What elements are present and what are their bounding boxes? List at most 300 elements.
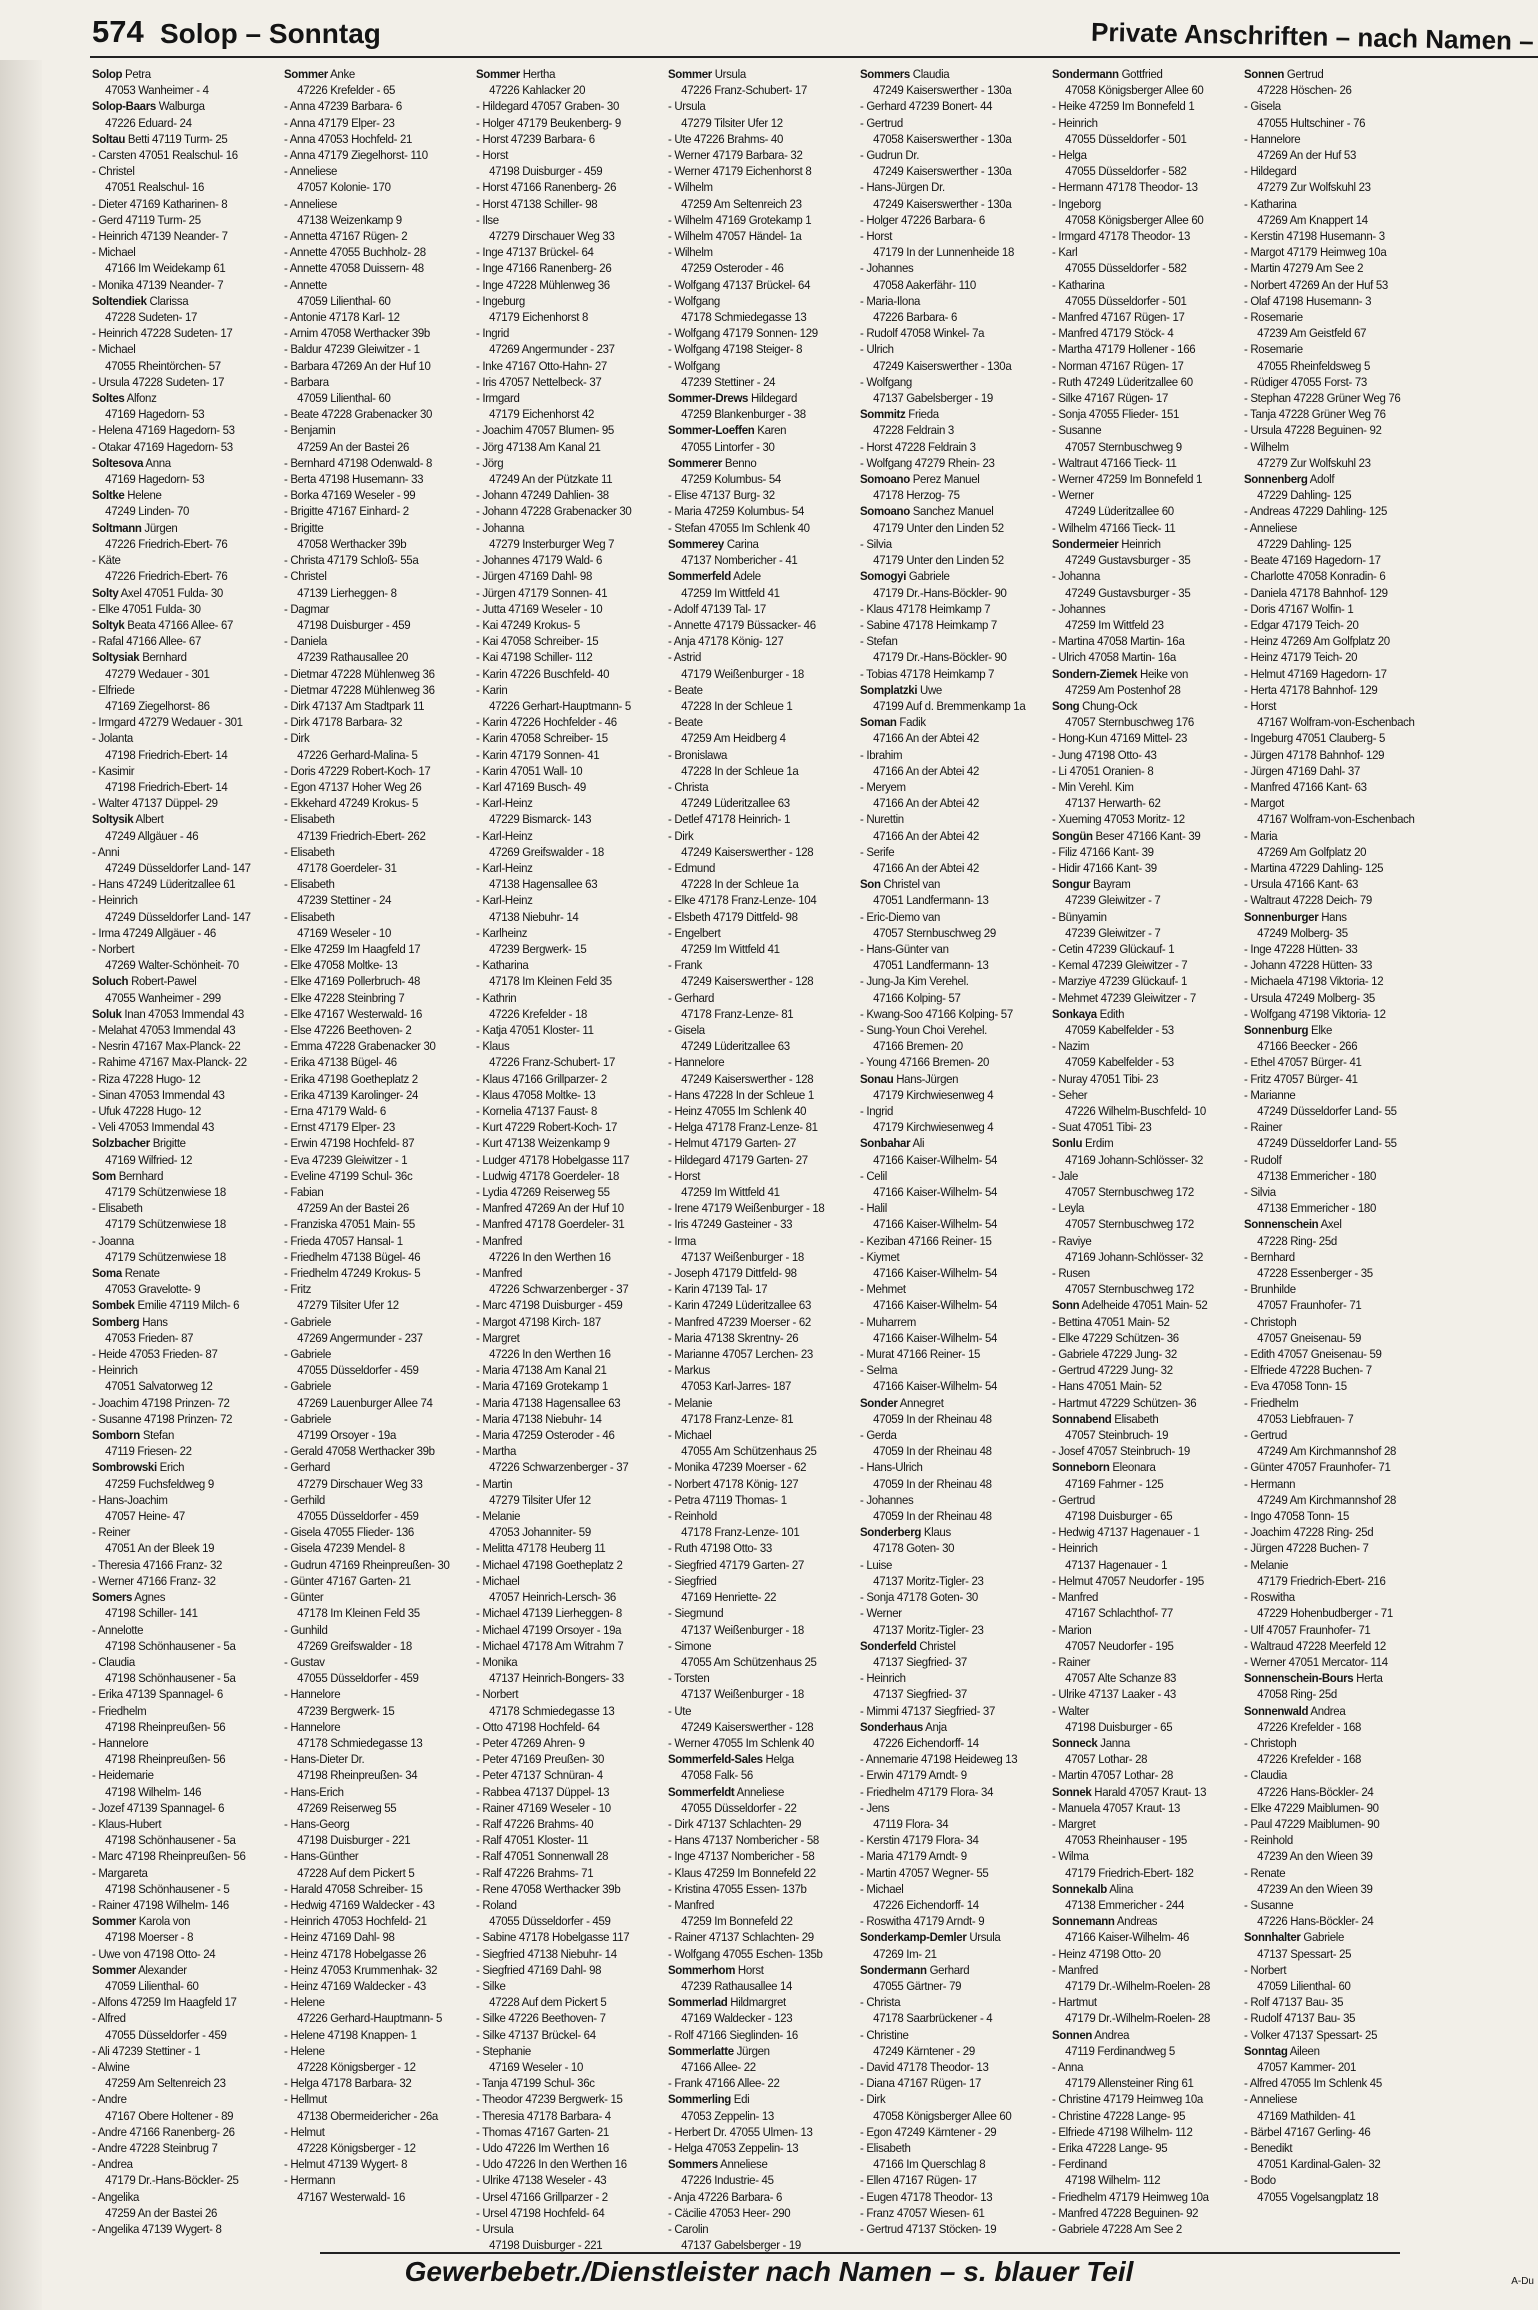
listing-entry: - Xueming 47053 Moritz- 12 <box>1052 812 1185 827</box>
listing-address-line: 47051 Realschul- 16 <box>105 180 205 195</box>
listing-entry: - Horst 47138 Schiller- 98 <box>476 196 598 211</box>
listing-entry: - Leyla <box>1052 1201 1085 1216</box>
listing-entry: - Karl <box>1052 245 1078 260</box>
listing-address-line: 47249 Lüderitzallee 63 <box>681 796 790 811</box>
listing-entry: - Manfred <box>1052 1962 1099 1977</box>
listing-entry: - Anja 47226 Barbara- 6 <box>668 2189 783 2204</box>
listing-entry: - Sonja 47178 Goten- 30 <box>860 1590 978 1605</box>
listing-entry: - Heinrich 47139 Neander- 7 <box>92 229 228 244</box>
listing-entry: - Jürgen 47178 Bahnhof- 129 <box>1244 747 1385 762</box>
listing-address-line: 47178 Franz-Lenze- 101 <box>681 1525 800 1540</box>
listing-entry: - Siegfried <box>668 1573 717 1588</box>
listing-entry: - Tanja 47228 Grüner Weg 76 <box>1244 407 1386 422</box>
listing-entry: - Dagmar <box>284 601 330 616</box>
listing-address-line: 47228 In der Schleue 1a <box>681 877 799 892</box>
listing-entry: - Manfred <box>476 1233 523 1248</box>
listing-address-line: 47226 Eichendorff- 14 <box>873 1735 979 1750</box>
listing-surname-entry: Sommers Anneliese <box>668 2157 768 2172</box>
listing-entry: - Christel <box>284 569 327 584</box>
listing-address-line: 47226 Friedrich-Ebert- 76 <box>105 569 228 584</box>
listing-entry: - Michael <box>92 245 136 260</box>
listing-address-line: 47055 Rheinfeldsweg 5 <box>1257 358 1371 373</box>
listing-entry: - Friedhelm 47138 Bügel- 46 <box>284 1249 421 1264</box>
listing-entry: - Helga 47178 Barbara- 32 <box>284 2076 412 2091</box>
listing-address-line: 47226 Gerhard-Hauptmann- 5 <box>297 2011 443 2026</box>
listing-entry: - Manuela 47057 Kraut- 13 <box>1052 1800 1181 1815</box>
listing-address-line: 47059 Lilienthal- 60 <box>105 1978 199 1993</box>
listing-entry: - Frank 47166 Allee- 22 <box>668 2076 780 2091</box>
listing-entry: - Eva 47239 Gleiwitzer - 1 <box>284 1152 408 1167</box>
listing-entry: - Eugen 47178 Theodor- 13 <box>860 2189 993 2204</box>
listing-surname-entry: Somogyi Gabriele <box>860 569 950 584</box>
listing-entry: - Brigitte 47167 Einhard- 2 <box>284 504 409 519</box>
listing-surname-entry: Sonnekalb Alina <box>1052 1881 1134 1896</box>
listing-entry: - Ralf 47051 Sonnenwall 28 <box>476 1849 609 1864</box>
listing-entry: - Wilhelm <box>668 245 713 260</box>
listing-entry: - Ferdinand <box>1052 2157 1107 2172</box>
listing-address-line: 47226 Krefelder - 168 <box>1257 1719 1362 1734</box>
listing-entry: - Bernhard <box>1244 1249 1295 1264</box>
listing-address-line: 47138 Niebuhr- 14 <box>489 909 579 924</box>
listing-entry: - Hans 47051 Main- 52 <box>1052 1379 1162 1394</box>
listing-surname-entry: Sonderkamp-Demler Ursula <box>860 1930 1001 1945</box>
listing-entry: - Dieter 47169 Katharinen- 8 <box>92 196 228 211</box>
listing-address-line: 47057 Steinbruch- 19 <box>1065 1428 1169 1443</box>
listing-entry: - Gertrud <box>1052 1492 1095 1507</box>
listing-entry: - Diana 47167 Rügen- 17 <box>860 2076 982 2091</box>
listing-entry: - Ralf 47226 Brahms- 71 <box>476 1865 594 1880</box>
listing-address-line: 47228 Auf dem Pickert 5 <box>489 1995 607 2010</box>
listing-entry: - Ursel 47166 Grillparzer - 2 <box>476 2189 608 2204</box>
listing-entry: - Elke 47229 Maiblumen- 90 <box>1244 1800 1379 1815</box>
listing-entry: - Horst <box>1244 698 1277 713</box>
listing-entry: - Markus <box>668 1363 710 1378</box>
listing-entry: - Erika 47138 Bügel- 46 <box>284 1055 397 1070</box>
listing-surname-entry: Sonnenschein-Bours Herta <box>1244 1671 1383 1686</box>
listing-address-line: 47139 Friedrich-Ebert- 262 <box>297 828 426 843</box>
listing-entry: - Werner 47055 Im Schlenk 40 <box>668 1735 814 1750</box>
listing-entry: - Sabine 47178 Heimkamp 7 <box>860 617 997 632</box>
listing-address-line: 47228 Königsberger - 12 <box>297 2059 416 2074</box>
listing-entry: - Kathrin <box>476 990 517 1005</box>
listing-entry: - Friedhelm 47179 Heimweg 10a <box>1052 2189 1209 2204</box>
listing-address-line: 47226 In den Werthen 16 <box>489 1347 611 1362</box>
listing-address-line: 47239 An den Wieen 39 <box>1257 1881 1373 1896</box>
listing-address-line: 47055 Düsseldorfer - 501 <box>1065 131 1187 146</box>
listing-surname-entry: Sommer Karola von <box>92 1914 191 1929</box>
listing-entry: - Elisabeth <box>284 909 335 924</box>
listing-entry: - Holger 47179 Beukenberg- 9 <box>476 115 621 130</box>
listing-address-line: 47166 An der Abtei 42 <box>873 796 980 811</box>
listing-entry: - Anja 47178 König- 127 <box>668 634 784 649</box>
listing-address-line: 47053 Rheinhauser - 195 <box>1065 1833 1187 1848</box>
listing-entry: - Udo 47226 In den Werthen 16 <box>476 2157 627 2172</box>
listing-address-line: 47179 Friedrich-Ebert- 182 <box>1065 1865 1194 1880</box>
listing-surname-entry: Soluch Robert-Pawel <box>92 974 197 989</box>
listing-address-line: 47057 Heinrich-Lersch- 36 <box>489 1590 616 1605</box>
listing-entry: - Marianne <box>1244 1087 1296 1102</box>
listing-address-line: 47057 Neudorfer - 195 <box>1065 1638 1174 1653</box>
listing-entry: - Heinz 47198 Otto- 20 <box>1052 1946 1161 1961</box>
listing-address-line: 47167 Wolfram-von-Eschenbach <box>1257 812 1415 827</box>
listing-address-line: 47057 Sternbuschweg 9 <box>1065 439 1182 454</box>
listing-entry: - Waltraut 47166 Tieck- 11 <box>1052 455 1177 470</box>
listing-address-line: 47239 Rathausallee 14 <box>681 1978 793 1993</box>
section-title: Private Anschriften – nach Namen – <box>1091 16 1535 56</box>
listing-entry: - Jürgen 47169 Dahl- 98 <box>476 569 592 584</box>
listing-entry: - Egon 47137 Hoher Weg 26 <box>284 779 422 794</box>
listing-entry: - Christine <box>860 2027 909 2042</box>
listing-entry: - Annetta 47167 Rügen- 2 <box>284 229 408 244</box>
listing-entry: - Annette 47055 Buchholz- 28 <box>284 245 426 260</box>
listing-entry: - Marc 47198 Duisburger - 459 <box>476 1298 623 1313</box>
listing-address-line: 47166 Im Querschlag 8 <box>873 2157 986 2172</box>
listing-entry: - Michael 47198 Goetheplatz 2 <box>476 1557 623 1572</box>
listing-entry: - Waltraud 47228 Meerfeld 12 <box>1244 1638 1386 1653</box>
listing-address-line: 47169 Hagedorn- 53 <box>105 407 205 422</box>
listing-address-line: 47058 Königsberger Allee 60 <box>1065 83 1204 98</box>
listing-address-line: 47057 Sternbuschweg 172 <box>1065 1185 1194 1200</box>
listing-address-line: 47137 Hagenauer - 1 <box>1065 1557 1168 1572</box>
listing-surname-entry: Sondern-Ziemek Heike von <box>1052 666 1189 681</box>
listing-address-line: 47179 Dr.-Hans-Böckler- 25 <box>105 2173 239 2188</box>
listing-entry: - Jutta 47169 Weseler - 10 <box>476 601 603 616</box>
listing-surname-entry: Sombrowski Erich <box>92 1460 185 1475</box>
listing-surname-entry: Sommerfeldt Anneliese <box>668 1784 785 1799</box>
listing-entry: - Inke 47167 Otto-Hahn- 27 <box>476 358 607 373</box>
listing-entry: - Heinz 47169 Waldecker - 43 <box>284 1978 426 1993</box>
listing-entry: - Gustav <box>284 1654 325 1669</box>
listing-address-line: 47055 Rheintörchen- 57 <box>105 358 221 373</box>
listing-entry: - Ludwig 47178 Goerdeler- 18 <box>476 1168 619 1183</box>
listing-entry: - Melanie <box>476 1509 521 1524</box>
listing-entry: - Hans-Erich <box>284 1784 344 1799</box>
listing-entry: - Heinrich <box>92 893 138 908</box>
listing-address-line: 47051 Landfermann- 13 <box>873 893 989 908</box>
listing-entry: - Johann 47228 Grabenacker 30 <box>476 504 632 519</box>
listing-entry: - Rabbea 47137 Düppel- 13 <box>476 1784 610 1799</box>
listing-entry: - Karl 47169 Busch- 49 <box>476 779 586 794</box>
listing-address-line: 47198 Duisburger - 459 <box>489 164 603 179</box>
listing-entry: - Michael <box>476 1573 520 1588</box>
listing-address-line: 47279 Insterburger Weg 7 <box>489 536 615 551</box>
listing-surname-entry: Sonlu Erdim <box>1052 1136 1114 1151</box>
page-header <box>0 0 1538 64</box>
listing-entry: - Iris 47249 Gasteiner - 33 <box>668 1217 793 1232</box>
listing-address-line: 47169 Ziegelhorst- 86 <box>105 698 210 713</box>
listing-entry: - Simone <box>668 1638 712 1653</box>
listing-entry: - Iris 47057 Nettelbeck- 37 <box>476 374 602 389</box>
listing-address-line: 47269 Greifswalder - 18 <box>489 844 604 859</box>
listing-entry: - Kerstin 47198 Husemann- 3 <box>1244 229 1385 244</box>
listing-surname-entry: Sombek Emilie 47119 Milch- 6 <box>92 1298 240 1313</box>
listing-entry: - Erika 47228 Lange- 95 <box>1052 2141 1168 2155</box>
listing-address-line: 47226 Hans-Böckler- 24 <box>1257 1914 1374 1929</box>
listing-entry: - Heinz 47178 Hobelgasse 26 <box>284 1946 427 1961</box>
listing-entry: - Ali 47239 Stettiner - 1 <box>92 2043 201 2058</box>
listing-entry: - Rudolf 47058 Winkel- 7a <box>860 326 985 341</box>
listing-address-line: 47055 Düsseldorfer - 501 <box>1065 293 1187 308</box>
listing-entry: - Nesrin 47167 Max-Planck- 22 <box>92 1039 241 1054</box>
listing-entry: - Michaela 47198 Viktoria- 12 <box>1244 974 1384 989</box>
listing-surname-entry: Sonderfeld Christel <box>860 1638 956 1653</box>
listing-column-5 <box>860 66 1046 2240</box>
listing-entry: - Gerhard 47239 Bonert- 44 <box>860 99 993 114</box>
listing-address-line: 47269 Am Knappert 14 <box>1257 212 1368 227</box>
listing-entry: - Ulf 47057 Fraunhofer- 71 <box>1244 1622 1371 1637</box>
listing-surname-entry: Sonnenwald Andrea <box>1244 1703 1346 1718</box>
listing-address-line: 47279 Tilsiter Ufer 12 <box>489 1492 591 1507</box>
listing-entry: - Joseph 47179 Dittfeld- 98 <box>668 1266 797 1281</box>
listing-entry: - Christoph <box>1244 1314 1297 1329</box>
listing-entry: - Hannelore <box>1244 131 1301 146</box>
listing-entry: - Ulrike 47137 Laaker - 43 <box>1052 1687 1176 1702</box>
listing-entry: - Gudrun Dr. <box>860 148 920 163</box>
listing-address-line: 47249 Allgäuer - 46 <box>105 828 199 843</box>
listing-entry: - Emma 47228 Grabenacker 30 <box>284 1039 436 1054</box>
listing-address-line: 47059 In der Rheinau 48 <box>873 1411 992 1426</box>
listing-address-line: 47059 In der Rheinau 48 <box>873 1444 992 1459</box>
listing-entry: - Wolfgang 47137 Brückel- 64 <box>668 277 811 292</box>
listing-entry: - Ruth 47198 Otto- 33 <box>668 1541 772 1556</box>
listing-address-line: 47053 Frieden- 87 <box>105 1330 194 1345</box>
listing-address-line: 47259 Am Heidberg 4 <box>681 731 786 746</box>
listing-entry: - Jörg 47138 Am Kanal 21 <box>476 439 601 454</box>
listing-address-line: 47198 Friedrich-Ebert- 14 <box>105 747 228 762</box>
listing-address-line: 47239 Stettiner - 24 <box>681 374 776 389</box>
listing-address-line: 47138 Obermeidericher - 26a <box>297 2108 438 2123</box>
listing-entry: - Franziska 47051 Main- 55 <box>284 1217 415 1232</box>
listing-address-line: 47198 Rheinpreußen- 56 <box>105 1752 226 1767</box>
listing-entry: - Antonie 47178 Karl- 12 <box>284 310 400 325</box>
listing-entry: - Fabian <box>284 1185 324 1200</box>
listing-entry: - Bünyamin <box>1052 909 1107 924</box>
listing-entry: - Jürgen 47169 Dahl- 37 <box>1244 763 1360 778</box>
listing-entry: - Hans-Ulrich <box>860 1460 923 1475</box>
listing-address-line: 47059 Lilienthal- 60 <box>297 293 391 308</box>
listing-entry: - Rüdiger 47055 Forst- 73 <box>1244 374 1367 389</box>
listing-entry: - Karlheinz <box>476 925 528 940</box>
listing-address-line: 47249 Kaiserswerther - 130a <box>873 164 1012 179</box>
listing-entry: - Hildegard 47179 Garten- 27 <box>668 1152 808 1167</box>
listing-entry: - Marc 47198 Rheinpreußen- 56 <box>92 1849 246 1864</box>
listing-surname-entry: Sommerlatte Jürgen <box>668 2043 770 2058</box>
listing-address-line: 47269 Angermunder - 237 <box>297 1330 423 1345</box>
listing-entry: - Gerald 47058 Werthacker 39b <box>284 1444 435 1459</box>
listing-address-line: 47198 Wilhelm- 112 <box>1065 2173 1161 2188</box>
listing-address-line: 47279 Zur Wolfskuhl 23 <box>1257 180 1371 195</box>
listing-entry: - Riza 47228 Hugo- 12 <box>92 1071 201 1086</box>
listing-entry: - Erika 47139 Spannagel- 6 <box>92 1687 223 1702</box>
listing-address-line: 47249 An der Pützkate 11 <box>489 472 613 487</box>
listing-entry: - Ursula <box>668 99 706 114</box>
listing-entry: - Heinz 47053 Krummenhak- 32 <box>284 1962 438 1977</box>
listing-address-line: 47269 Reiserweg 55 <box>297 1800 397 1815</box>
listing-address-line: 47059 Lilienthal- 60 <box>297 391 391 406</box>
listing-address-line: 47167 Schlachthof- 77 <box>1065 1606 1173 1621</box>
listing-entry: - Johannes <box>860 1492 914 1507</box>
page-range-title: Solop – Sonntag <box>160 18 381 49</box>
listing-entry: - Hedwig 47137 Hagenauer - 1 <box>1052 1525 1200 1540</box>
listing-entry: - Kasimir <box>92 763 135 778</box>
listing-entry: - Maria-Ilona <box>860 293 921 308</box>
listing-entry: - Wolfgang 47179 Sonnen- 129 <box>668 326 818 341</box>
listing-address-line: 47198 Moerser - 8 <box>105 1930 194 1945</box>
listing-address-line: 47179 Dr.-Wilhelm-Roelen- 28 <box>1065 1978 1211 1993</box>
listing-entry: - Martin 47279 Am See 2 <box>1244 261 1364 276</box>
listing-entry: - Kristina 47055 Essen- 137b <box>668 1881 807 1896</box>
listing-entry: - Silke <box>476 1978 506 1993</box>
listing-entry: - Johannes <box>860 261 914 276</box>
listing-entry: - Carolin <box>668 2222 709 2237</box>
listing-surname-entry: Solzbacher Brigitte <box>92 1136 186 1151</box>
listing-address-line: 47198 Friedrich-Ebert- 14 <box>105 779 228 794</box>
listing-entry: - Gertrud 47137 Stöcken- 19 <box>860 2222 997 2237</box>
listing-address-line: 47055 Düsseldorfer - 582 <box>1065 164 1187 179</box>
listing-entry: - Maria 47259 Osteroder - 46 <box>476 1428 615 1443</box>
listing-entry: - Luise <box>860 1557 893 1572</box>
listing-entry: - Dirk 47178 Barbara- 32 <box>284 715 403 730</box>
listing-entry: - Irma <box>668 1233 696 1248</box>
listing-entry: - Katharina <box>1244 196 1297 211</box>
listing-entry: - Hannelore <box>668 1055 725 1070</box>
listing-entry: - Hannelore <box>284 1687 341 1702</box>
listing-surname-entry: Somplatzki Uwe <box>860 682 942 697</box>
listing-surname-entry: Sommer-Drews Hildegard <box>668 391 798 406</box>
listing-surname-entry: Sonn Adelheide 47051 Main- 52 <box>1052 1298 1208 1313</box>
listing-address-line: 47249 Am Kirchmannshof 28 <box>1257 1444 1397 1459</box>
listing-address-line: 47269 Im- 21 <box>873 1946 937 1961</box>
listing-entry: - Maria 47138 Niebuhr- 14 <box>476 1411 602 1426</box>
listing-entry: - Arnim 47058 Werthacker 39b <box>284 326 430 341</box>
header-rule <box>90 56 1538 58</box>
listing-entry: - Heinz 47169 Dahl- 98 <box>284 1930 395 1945</box>
listing-entry: - Joachim 47198 Prinzen- 72 <box>92 1395 230 1410</box>
listing-address-line: 47226 Friedrich-Ebert- 76 <box>105 536 228 551</box>
listing-address-line: 47138 Emmericher - 244 <box>1065 1897 1185 1912</box>
listing-entry: - Gerhard <box>284 1460 331 1475</box>
listing-entry: - Beate <box>668 715 703 730</box>
listing-column-4 <box>668 66 854 2253</box>
listing-entry: - Anneliese <box>284 164 338 179</box>
listing-entry: - Ursula 47228 Beguinen- 92 <box>1244 423 1382 438</box>
listing-address-line: 47166 Kaiser-Wilhelm- 46 <box>1065 1930 1190 1945</box>
listing-entry: - Silvia <box>1244 1185 1276 1200</box>
listing-surname-entry: Sommer Anke <box>284 67 355 81</box>
listing-entry: - Barbara 47269 An der Huf 10 <box>284 358 431 373</box>
listing-entry: - Günter 47167 Garten- 21 <box>284 1573 411 1588</box>
listing-address-line: 47137 Weißenburger - 18 <box>681 1249 804 1264</box>
listing-entry: - Anneliese <box>1244 520 1298 535</box>
listing-entry: - Engelbert <box>668 925 721 940</box>
listing-address-line: 47179 Dr.-Hans-Böckler- 90 <box>873 650 1007 665</box>
listing-entry: - Michael 47139 Lierheggen- 8 <box>476 1606 622 1621</box>
listing-entry: - Theodor 47239 Bergwerk- 15 <box>476 2092 623 2107</box>
listing-address-line: 47228 In der Schleue 1a <box>681 763 799 778</box>
listing-entry: - Horst 47166 Ranenberg- 26 <box>476 180 617 195</box>
listing-entry: - Eric-Diemo van <box>860 909 941 924</box>
listing-address-line: 47259 Blankenburger - 38 <box>681 407 806 422</box>
listing-entry: - Elke 47051 Fulda- 30 <box>92 601 201 616</box>
listing-entry: - Adolf 47139 Tal- 17 <box>668 601 766 616</box>
listing-address-line: 47058 Ring- 25d <box>1257 1687 1337 1702</box>
listing-address-line: 47259 An der Bastei 26 <box>297 1201 410 1216</box>
listing-entry: - Jung 47198 Otto- 43 <box>1052 747 1157 762</box>
listing-entry: - Celil <box>860 1168 887 1183</box>
listing-entry: - Hans-Günter van <box>860 941 949 956</box>
listing-entry: - Ingeburg <box>476 293 525 308</box>
listing-entry: - Andreas 47229 Dahling- 125 <box>1244 504 1388 519</box>
listing-entry: - Silke 47167 Rügen- 17 <box>1052 391 1168 406</box>
listing-address-line: 47055 Am Schützenhaus 25 <box>681 1654 817 1669</box>
listing-entry: - Elisabeth <box>92 1201 143 1216</box>
listing-address-line: 47058 Werthacker 39b <box>297 536 407 551</box>
listing-entry: - Helmut 47169 Hagedorn- 17 <box>1244 666 1387 681</box>
listing-entry: - Helena 47169 Hagedorn- 53 <box>92 423 235 438</box>
listing-address-line: 47166 An der Abtei 42 <box>873 828 980 843</box>
listing-entry: - Annelotte <box>92 1622 144 1637</box>
listing-entry: - Rosemarie <box>1244 342 1303 357</box>
listing-entry: - Walter <box>1052 1703 1090 1718</box>
listing-address-line: 47059 Kabelfelder - 53 <box>1065 1022 1174 1037</box>
listing-entry: - Helmut 47139 Wygert- 8 <box>284 2157 408 2172</box>
listing-entry: - Horst <box>860 229 893 244</box>
listing-entry: - Baldur 47239 Gleiwitzer - 1 <box>284 342 420 357</box>
listing-entry: - Ulrich <box>860 342 894 357</box>
listing-entry: - Anni <box>92 844 120 859</box>
listing-entry: - Hidir 47166 Kant- 39 <box>1052 860 1157 875</box>
listing-address-line: 47249 Molberg- 35 <box>1257 925 1348 940</box>
footer-note: Gewerbebetr./Dienstleister nach Namen – s. blauer Teil <box>404 2256 1134 2287</box>
listing-surname-entry: Sommerlad Hildmargret <box>668 1995 786 2010</box>
listing-entry: - Otto 47198 Hochfeld- 64 <box>476 1719 600 1734</box>
listing-entry: - Elke 47169 Pollerbruch- 48 <box>284 974 420 989</box>
listing-entry: - Suat 47051 Tibi- 23 <box>1052 1120 1152 1135</box>
listing-entry: - Horst <box>668 1168 701 1183</box>
listing-address-line: 47259 Im Wittfeld 23 <box>1065 617 1164 632</box>
listing-entry: - Heidemarie <box>92 1768 154 1783</box>
listing-address-line: 47138 Hagensallee 63 <box>489 877 598 892</box>
listing-entry: - Erwin 47198 Hochfeld- 87 <box>284 1136 415 1151</box>
listing-entry: - Helga <box>1052 148 1087 163</box>
listing-entry: - Fritz <box>284 1282 311 1297</box>
listing-entry: - Gisela 47239 Mendel- 8 <box>284 1541 405 1556</box>
listing-address-line: 47198 Duisburger - 459 <box>297 617 411 632</box>
listing-address-line: 47169 Waldecker - 123 <box>681 2011 793 2026</box>
listing-address-line: 47279 Wedauer - 301 <box>105 666 210 681</box>
listing-surname-entry: Songur Bayram <box>1052 877 1131 892</box>
listing-entry: - Angelika <box>92 2189 140 2204</box>
listing-entry: - Stefan <box>860 634 898 649</box>
listing-address-line: 47057 Sternbuschweg 176 <box>1065 715 1194 730</box>
listing-surname-entry: Sommerling Edi <box>668 2092 750 2107</box>
listing-entry: - Hans-Joachim <box>92 1492 168 1507</box>
listing-entry: - Torsten <box>668 1671 710 1686</box>
listing-address-line: 47198 Duisburger - 65 <box>1065 1719 1173 1734</box>
listing-entry: - Manfred <box>668 1897 715 1912</box>
listing-entry: - Johann 47228 Hütten- 33 <box>1244 958 1373 973</box>
listing-address-line: 47166 Kaiser-Wilhelm- 54 <box>873 1185 998 1200</box>
listing-surname-entry: Soltesova Anna <box>92 455 171 470</box>
listing-entry: - Kai 47249 Krokus- 5 <box>476 617 580 632</box>
listing-entry: - Anna 47179 Elper- 23 <box>284 115 395 130</box>
listing-entry: - Doris 47229 Robert-Koch- 17 <box>284 763 431 778</box>
listing-entry: - Brigitte <box>284 520 324 535</box>
listing-entry: - Ingeburg 47051 Clauberg- 5 <box>1244 731 1386 746</box>
listing-entry: - Hans-Dieter Dr. <box>284 1752 365 1767</box>
listing-entry: - Gabriele <box>284 1347 332 1362</box>
listing-surname-entry: Sondermeier Heinrich <box>1052 536 1161 551</box>
